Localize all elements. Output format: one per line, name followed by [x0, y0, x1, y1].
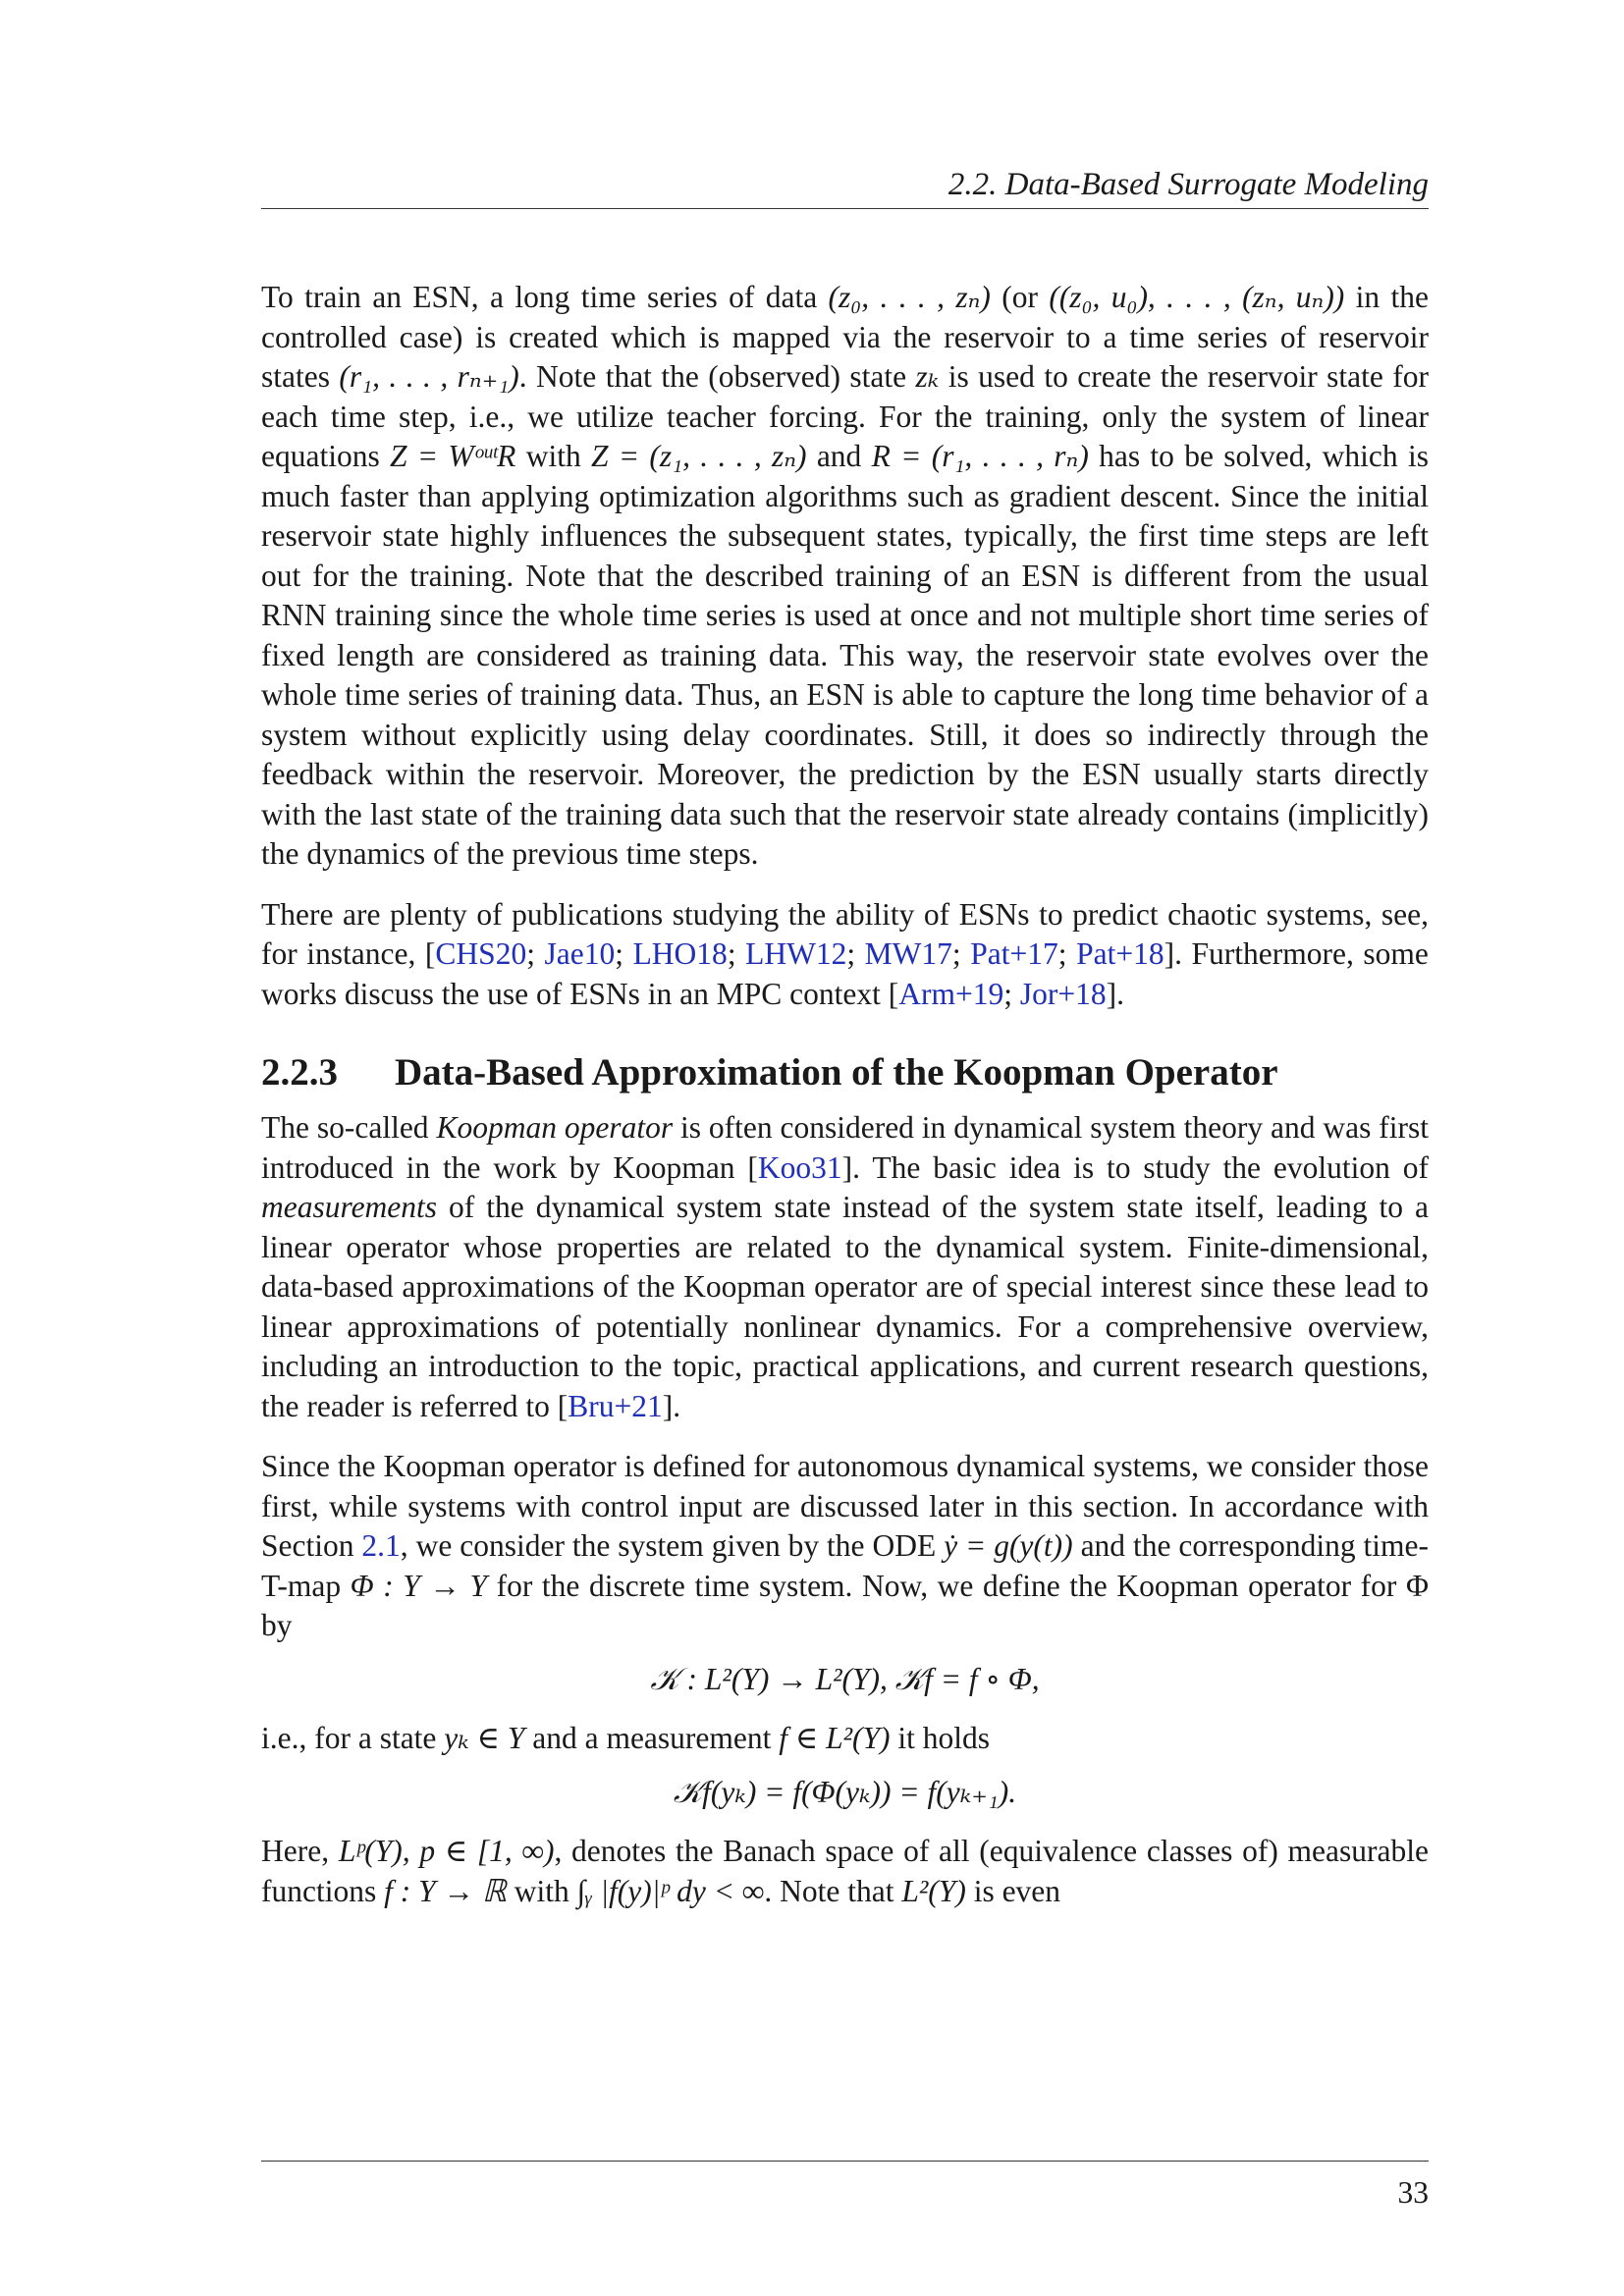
math-inline: R = (r₁, . . . , rₙ) — [871, 439, 1089, 473]
citation-link[interactable]: Bru+21 — [568, 1388, 663, 1423]
text: in the controlled case) is created which is mapped via the reservoir to a time series of reservoir states — [261, 280, 1429, 394]
citation-link[interactable]: Koo31 — [757, 1149, 842, 1185]
page-footer — [261, 2161, 1429, 2210]
citation-link[interactable]: Pat+17 — [970, 936, 1058, 971]
citation-link[interactable]: LHO18 — [632, 936, 728, 971]
section-number: 2.2.3 — [261, 1051, 338, 1094]
citation-link[interactable]: Jae10 — [544, 936, 616, 971]
display-equation — [261, 1660, 1429, 1700]
math-inline: yₖ ∈ Y — [444, 1721, 525, 1755]
paragraph-koopman-intro — [261, 1108, 1429, 1426]
text: . Note that — [764, 1873, 902, 1908]
section-title: Data-Based Approximation of the Koopman Operator — [395, 1051, 1278, 1094]
math-inline: ẏ = g(y(t)) — [944, 1528, 1073, 1563]
text: for the discrete time system. Now, we define the Koopman operator for Φ by — [261, 1568, 1429, 1642]
math-inline: Z = WᵒᵘᵗR — [390, 439, 516, 473]
math-inline: ∫ᵧ |f(y)|ᵖ dy < ∞ — [576, 1873, 765, 1908]
math-inline: f ∈ L²(Y) — [779, 1721, 891, 1755]
text: with — [515, 439, 592, 473]
math-inline: (z₀, . . . , zₙ) — [828, 280, 991, 314]
citation-link[interactable]: CHS20 — [435, 936, 527, 971]
citation-link[interactable]: Pat+18 — [1076, 936, 1164, 971]
text: Since the Koopman operator is defined for autonomous dynamical systems, we consider those first, while systems with control input are discussed later in this section. In accordance with Section — [261, 1449, 1429, 1563]
text: , denotes the Banach space of all (equivalence classes of) measurable functions — [261, 1834, 1429, 1908]
page-number: 33 — [1397, 2175, 1429, 2210]
paragraph-koopman-definition — [261, 1447, 1429, 1646]
text: (or — [990, 280, 1050, 314]
text: To train an ESN, a long time series of data — [261, 280, 829, 314]
text: is often considered in dynamical system theory and was first introduced in the work by Koopman [ — [261, 1110, 1430, 1185]
citation-link[interactable]: LHW12 — [745, 936, 847, 971]
text: and the corresponding time-T-map — [261, 1528, 1429, 1603]
math-inline: (r₁, . . . , rₙ₊₁) — [339, 359, 519, 394]
citation-link[interactable]: MW17 — [864, 936, 952, 971]
citation-link[interactable]: Arm+19 — [898, 976, 1004, 1011]
text: i.e., for a state — [261, 1721, 445, 1755]
paragraph-esn-training — [261, 278, 1429, 875]
math-inline: Lᵖ(Y), p ∈ [1, ∞) — [338, 1834, 555, 1868]
text: with — [506, 1873, 577, 1908]
text: it holds — [890, 1721, 991, 1755]
text: ]. — [662, 1388, 681, 1423]
display-equation — [261, 1773, 1429, 1813]
text: is used to create the reservoir state for each time step, i.e., we utilize teacher forcing. For the training, only the system of linear equations — [261, 359, 1430, 473]
text: The so-called — [261, 1110, 437, 1145]
math-inline: f : Y → ℝ — [384, 1873, 507, 1908]
running-title: 2.2. Data-Based Surrogate Modeling — [947, 167, 1429, 202]
emphasis: measurements — [261, 1190, 438, 1224]
running-header — [261, 165, 1429, 209]
section-heading — [261, 1049, 1429, 1096]
text: is even — [965, 1873, 1061, 1908]
math-inline: ((z₀, u₀), . . . , (zₙ, uₙ)) — [1049, 280, 1345, 314]
text: , we consider the system given by the ODE — [400, 1528, 945, 1563]
text: ]. The basic idea is to study the evolution of — [841, 1149, 1430, 1185]
text: There are plenty of publications studying the ability of ESNs to predict chaotic systems, see, for instance, [ — [261, 896, 1429, 971]
text: ]. — [1106, 976, 1125, 1011]
math-inline: L²(Y) — [901, 1873, 966, 1908]
section-reference-link[interactable]: 2.1 — [361, 1528, 401, 1563]
equation: 𝒦f(yₖ) = f(Φ(yₖ)) = f(yₖ₊₁). — [673, 1774, 1017, 1809]
math-inline: Φ : Y → Y — [350, 1568, 487, 1603]
text: has to be solved, which is much faster than applying optimization algorithms such as gradient descent. Since the initial reservoir state highly influences the subsequent states, typically, the first time steps are left out for the training. Note that the described training of an ESN is different from the usual RNN training since the whole time series is used at once and not multiple short time series of fixed length are considered as training data. This way, the reservoir state evolves over the whole time series of training data. Thus, an ESN is able to capture the long time behavior of a system without explicitly using delay coordinates. Still, it does so indirectly through the feedback within the reservoir. Moreover, the prediction by the ESN usually starts directly with the last state of the training data such that the reservoir state already contains (implicitly) the dynamics of the previous time steps. — [261, 439, 1429, 871]
citation-link[interactable]: Jor+18 — [1019, 976, 1107, 1011]
emphasis: Koopman operator — [436, 1110, 674, 1145]
paragraph-banach-space — [261, 1832, 1429, 1911]
equation: 𝒦 : L²(Y) → L²(Y), 𝒦f = f ∘ Φ, — [650, 1661, 1040, 1696]
math-inline: zₖ — [915, 359, 940, 394]
text: . Note that the (observed) state — [518, 359, 916, 394]
paragraph-esn-publications: There are plenty of publications studying the ability of ESNs to predict chaotic systems, see, for instance, [CHS20; Jae10; LHO18; LHW12; MW17; Pat+17; Pat+18]. Furthermore, some works discuss the use of ESNs in an MPC context [Arm+19; Jor+18]. — [261, 896, 1429, 1011]
text: ]. Furthermore, some works discuss the use of ESNs in an MPC context [ — [261, 936, 1429, 1011]
page-body — [261, 278, 1429, 1932]
text: and a measurement — [524, 1721, 780, 1755]
paragraph-state-measurement — [261, 1719, 1429, 1759]
text: Here, — [261, 1834, 339, 1868]
text: and — [806, 439, 872, 473]
text: of the dynamical system state instead of the system state itself, leading to a linear operator whose properties are related to the dynamical system. Finite-dimensional, data-based approximations of the Koopman operator are of special interest since these lead to linear approximations of potentially nonlinear dynamics. For a comprehensive overview, including an introduction to the topic, practical applications, and current research questions, the reader is referred to [ — [261, 1190, 1429, 1423]
math-inline: Z = (z₁, . . . , zₙ) — [591, 439, 807, 473]
